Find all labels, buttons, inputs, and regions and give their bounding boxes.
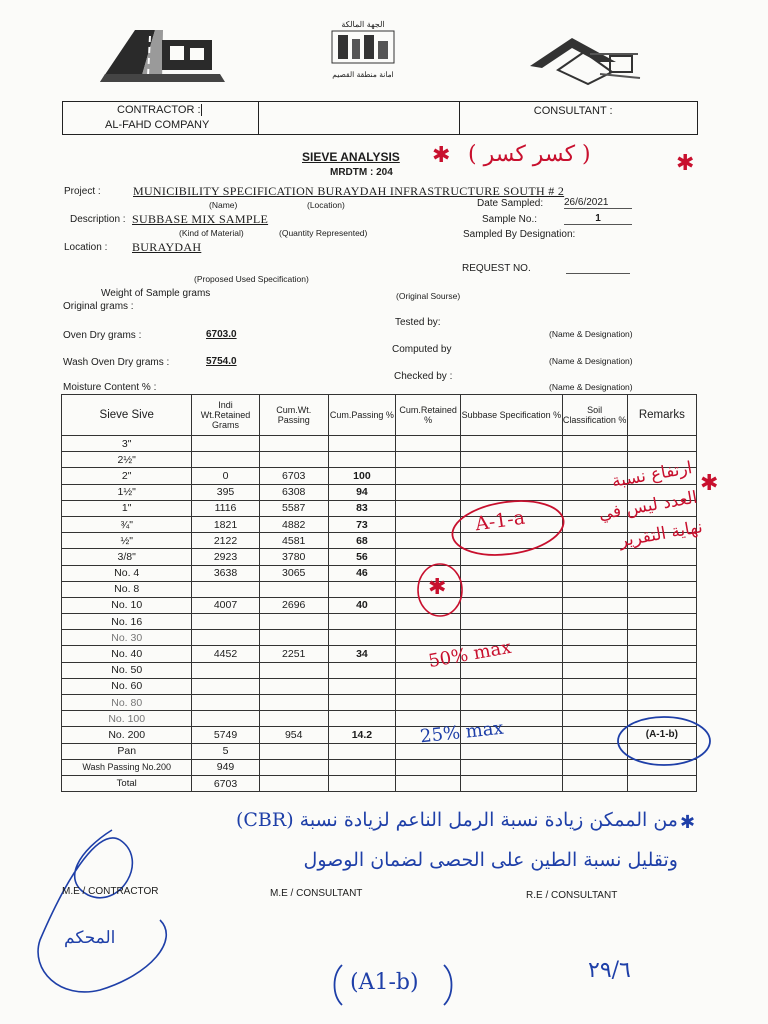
- cum-passing-cell: 40: [328, 597, 395, 613]
- sieve-analysis-title: SIEVE ANALYSIS: [302, 150, 400, 164]
- sieve-size-cell: No. 4: [62, 565, 192, 581]
- oven-dry-label: Oven Dry grams :: [63, 330, 142, 341]
- max-25-note: 25% max: [419, 717, 505, 748]
- sieve-size-cell: No. 10: [62, 597, 192, 613]
- sieve-size-cell: No. 60: [62, 678, 192, 694]
- location-label: Location :: [64, 242, 108, 253]
- sieve-size-cell: No. 30: [62, 630, 192, 646]
- cum-wt-passing-cell: 6308: [259, 484, 328, 500]
- sieve-size-cell: No. 40: [62, 646, 192, 662]
- indi-retained-cell: 2923: [192, 549, 259, 565]
- checked-by-label: Checked by :: [394, 371, 453, 382]
- cum-passing-cell: 14.2: [328, 727, 395, 743]
- sample-no-label: Sample No.:: [482, 214, 538, 225]
- sieve-size-cell: Total: [62, 775, 192, 791]
- computed-by-label: Computed by: [392, 344, 452, 355]
- circled-class-note: A-1-a: [473, 506, 527, 536]
- cum-passing-cell: 100: [328, 468, 395, 484]
- tested-by-label: Tested by:: [395, 317, 441, 328]
- contractor-label: CONTRACTOR :: [117, 104, 201, 116]
- indi-retained-cell: 5: [192, 743, 259, 759]
- remarks-ring: [618, 717, 710, 765]
- col-indi-header: Indi Wt.Retained Grams: [192, 395, 259, 436]
- handwritten-title-note: ( كسر كسر ): [468, 142, 591, 167]
- kind-caption: (Kind of Material): [179, 228, 244, 238]
- col-cumpass-header: Cum.Passing %: [328, 395, 395, 436]
- sieve-size-cell: No. 80: [62, 695, 192, 711]
- indi-retained-cell: 4452: [192, 646, 259, 662]
- cum-wt-passing-cell: 2696: [259, 597, 328, 613]
- blue-date-note: ٢٩/٦: [588, 958, 631, 983]
- qassim-logo-bottom-text: امانة منطقة القصيم: [332, 70, 394, 79]
- asterisk-mark: ✱: [680, 812, 696, 832]
- indi-retained-cell: 2122: [192, 533, 259, 549]
- indi-retained-cell: 1116: [192, 500, 259, 516]
- cum-passing-cell: 46: [328, 565, 395, 581]
- blue-class-note: (A1-b): [350, 970, 419, 995]
- col-cumwt-header: Cum.Wt. Passing: [259, 395, 328, 436]
- signature-name: المحكم: [64, 928, 116, 948]
- original-source-caption: (Original Sourse): [396, 291, 461, 301]
- me-contractor-label: M.E / CONTRACTOR: [62, 886, 159, 897]
- cum-wt-passing-cell: 4882: [259, 516, 328, 532]
- weight-label: Weight of Sample grams: [101, 288, 211, 299]
- cum-wt-passing-cell: 5587: [259, 500, 328, 516]
- indi-retained-cell: 5749: [192, 727, 259, 743]
- consultant-label: CONSULTANT :: [533, 105, 613, 117]
- indi-retained-cell: 395: [192, 484, 259, 500]
- sieve-size-cell: ½": [62, 533, 192, 549]
- name-caption: (Name): [209, 200, 238, 210]
- description-label: Description :: [70, 214, 126, 225]
- location-caption: (Location): [307, 200, 345, 210]
- cum-wt-passing-cell: 6703: [259, 468, 328, 484]
- sieve-size-cell: No. 16: [62, 614, 192, 630]
- mrdtm-code: MRDTM : 204: [330, 167, 393, 178]
- a1b-bracket-left: [335, 965, 343, 1005]
- cum-wt-passing-cell: 3780: [259, 549, 328, 565]
- project-value: MUNICIBILITY SPECIFICATION BURAYDAH INFRASTRUCTURE SOUTH # 2: [133, 184, 565, 198]
- indi-retained-cell: 3638: [192, 565, 259, 581]
- cum-passing-cell: 73: [328, 516, 395, 532]
- asterisk-mark: ✱: [428, 574, 447, 599]
- date-sampled-label: Date Sampled:: [477, 198, 544, 209]
- blue-handwritten-note: من الممكن زيادة نسبة الرمل الناعم لزيادة نسبة (CBR) وتقليل نسبة الطين على الحصى لضمان الوصول: [235, 809, 678, 871]
- sieve-size-cell: 1": [62, 500, 192, 516]
- remarks-cell: (A-1-b): [627, 727, 696, 743]
- original-label: Original grams :: [63, 301, 134, 312]
- wash-oven-dry-value: 5754.0: [206, 356, 237, 367]
- name-designation-caption: (Name & Designation): [549, 382, 633, 392]
- indi-retained-cell: 0: [192, 468, 259, 484]
- cum-wt-passing-cell: 954: [259, 727, 328, 743]
- sieve-size-cell: 1½": [62, 484, 192, 500]
- date-sampled-value: 26/6/2021: [564, 197, 632, 209]
- cum-passing-cell: 94: [328, 484, 395, 500]
- name-designation-caption: (Name & Designation): [549, 329, 633, 339]
- me-consultant-label: M.E / CONSULTANT: [270, 888, 363, 899]
- col-cumret-header: Cum.Retained %: [396, 395, 461, 436]
- max-50-note: 50% max: [426, 636, 513, 673]
- project-label: Project :: [64, 186, 101, 197]
- sieve-size-cell: 2": [62, 468, 192, 484]
- a1b-bracket-right: [444, 965, 452, 1005]
- cum-passing-cell: 34: [328, 646, 395, 662]
- request-no-label: REQUEST NO.: [462, 263, 531, 274]
- sieve-size-cell: No. 200: [62, 727, 192, 743]
- col-sieve-header: Sieve Sive: [62, 395, 192, 436]
- sieve-size-cell: 2½": [62, 452, 192, 468]
- sample-no-value: 1: [564, 213, 632, 225]
- sampled-by-label: Sampled By Designation:: [463, 229, 576, 240]
- sieve-size-cell: 3": [62, 436, 192, 452]
- indi-retained-cell: 949: [192, 759, 259, 775]
- asterisk-mark: ✱: [676, 150, 695, 175]
- cum-wt-passing-cell: 4581: [259, 533, 328, 549]
- cum-passing-cell: 68: [328, 533, 395, 549]
- indi-retained-cell: 1821: [192, 516, 259, 532]
- name-designation-caption: (Name & Designation): [549, 356, 633, 366]
- proposed-caption: (Proposed Used Specification): [194, 274, 309, 284]
- quantity-caption: (Quantity Represented): [279, 228, 368, 238]
- asterisk-mark: ✱: [432, 142, 451, 167]
- oven-dry-value: 6703.0: [206, 329, 237, 340]
- moisture-content-label: Moisture Content % :: [63, 382, 157, 393]
- contractor-name: AL-FAHD COMPANY: [105, 119, 210, 131]
- cum-passing-cell: 83: [328, 500, 395, 516]
- wash-oven-dry-label: Wash Oven Dry grams :: [63, 357, 170, 368]
- cum-wt-passing-cell: 2251: [259, 646, 328, 662]
- col-soil-class-header: Soil Classification %: [562, 395, 627, 436]
- location-value: BURAYDAH: [132, 240, 202, 254]
- col-remarks-header: Remarks: [627, 395, 696, 436]
- sieve-size-cell: Wash Passing No.200: [62, 759, 192, 775]
- red-handwritten-note: ارتفاع نسبة العدد ليس في نهاية التقرير: [597, 458, 705, 552]
- signature-scribble: [38, 830, 166, 992]
- cum-passing-cell: 56: [328, 549, 395, 565]
- sieve-size-cell: No. 50: [62, 662, 192, 678]
- sieve-size-cell: 3/8": [62, 549, 192, 565]
- description-value: SUBBASE MIX SAMPLE: [132, 212, 269, 226]
- sieve-size-cell: No. 100: [62, 711, 192, 727]
- col-subbase-spec-header: Subbase Specification %: [461, 395, 562, 436]
- sieve-size-cell: ¾": [62, 516, 192, 532]
- asterisk-mark: ✱: [700, 470, 719, 495]
- indi-retained-cell: 6703: [192, 775, 259, 791]
- cum-wt-passing-cell: 3065: [259, 565, 328, 581]
- indi-retained-cell: 4007: [192, 597, 259, 613]
- re-consultant-label: R.E / CONSULTANT: [526, 890, 618, 901]
- sieve-size-cell: No. 8: [62, 581, 192, 597]
- qassim-logo-top-text: الجهة المالكة: [341, 20, 385, 29]
- sieve-size-cell: Pan: [62, 743, 192, 759]
